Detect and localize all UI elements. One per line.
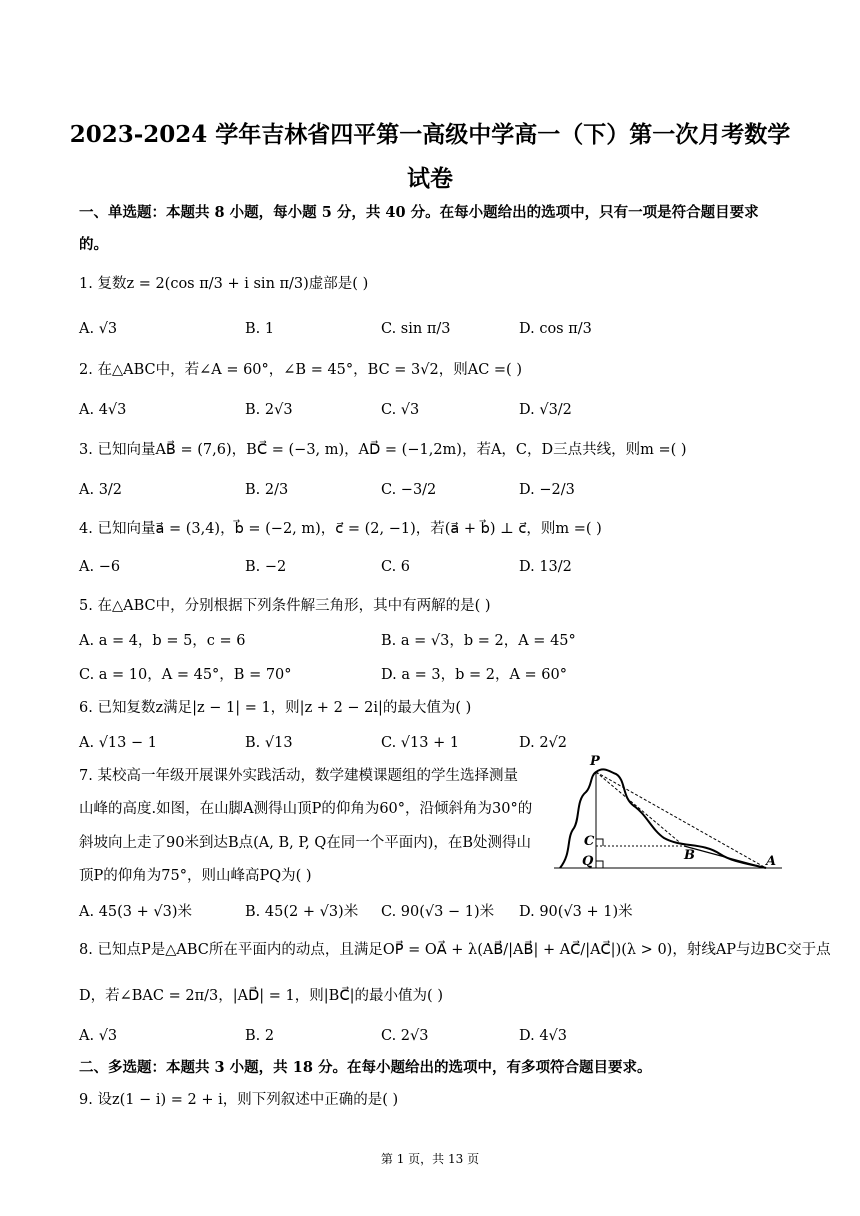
- option-a: A. √3: [79, 1028, 118, 1044]
- question-5-options-row2: [79, 664, 779, 686]
- section1-header: 一、单选题：本题共 8 小题，每小题 5 分，共 40 分。在每小题给出的选项中，只有一项是符合题目要求: [79, 204, 759, 221]
- option-b: B. 2√3: [245, 402, 293, 418]
- option-a: A. −6: [79, 559, 121, 575]
- option-c: C. 6: [381, 559, 411, 575]
- option-c: C. sin π/3: [381, 321, 451, 337]
- question-1-options: [79, 318, 779, 340]
- question-9-stem: 9. 设z(1 − i) = 2 + i，则下列叙述中正确的是( ): [79, 1092, 399, 1108]
- question-8-stem-line1: 8. 已知点P是△ABC所在平面内的动点，且满足OP⃗ = OA⃗ + λ(AB⃗/|AB⃗| + AC⃗/|AC⃗|)(λ > 0)，射线AP与边BC交于点: [79, 942, 831, 958]
- option-a: A. 45(3 + √3)米: [79, 904, 193, 920]
- section2-header: 二、多选题：本题共 3 小题，共 18 分。在每小题给出的选项中，有多项符合题目要求。: [79, 1059, 652, 1076]
- question-4-options: [79, 556, 779, 578]
- figure-label-q: Q: [582, 854, 594, 869]
- option-b: B. 45(2 + √3)米: [245, 904, 359, 920]
- question-7-stem-line3: 斜坡向上走了90米到达B点(A, B, P, Q在同一个平面内)，在B处测得山: [79, 835, 532, 851]
- question-3-options: [79, 479, 779, 501]
- question-7-stem-line1: 7. 某校高一年级开展课外实践活动，数学建模课题组的学生选择测量: [79, 768, 518, 784]
- page-title: 2023-2024 学年吉林省四平第一高级中学高一（下）第一次月考数学: [69, 121, 791, 148]
- question-7-options: [79, 901, 779, 923]
- figure-label-a: A: [766, 854, 777, 869]
- option-d: D. 13/2: [519, 559, 572, 575]
- option-a: A. √13 − 1: [79, 735, 157, 751]
- option-c: C. √13 + 1: [381, 735, 460, 751]
- option-b: B. 2/3: [245, 482, 289, 498]
- figure-label-c: C: [584, 834, 595, 849]
- question-8-stem-line2: D，若∠BAC = 2π/3，|AD⃗| = 1，则|BC⃗|的最小值为( ): [79, 988, 443, 1004]
- option-d: D. 4√3: [519, 1028, 568, 1044]
- option-a: A. a = 4，b = 5，c = 6: [79, 633, 246, 649]
- option-c: C. 2√3: [381, 1028, 429, 1044]
- question-6-stem: 6. 已知复数z满足|z − 1| = 1，则|z + 2 − 2i|的最大值为( ): [79, 700, 472, 716]
- option-d: D. 2√2: [519, 735, 568, 751]
- page-footer: 第 1 页，共 13 页: [380, 1152, 480, 1166]
- option-c: C. −3/2: [381, 482, 437, 498]
- option-c: C. √3: [381, 402, 420, 418]
- option-d: D. cos π/3: [519, 321, 592, 337]
- option-d: D. √3/2: [519, 402, 572, 418]
- option-d: D. 90(√3 + 1)米: [519, 904, 633, 920]
- option-b: B. −2: [245, 559, 287, 575]
- question-6-options: [79, 732, 779, 754]
- question-5-stem: 5. 在△ABC中，分别根据下列条件解三角形，其中有两解的是( ): [79, 598, 491, 614]
- option-c: C. a = 10，A = 45°，B = 70°: [79, 667, 292, 683]
- question-3-stem: 3. 已知向量AB⃗ = (7,6)，BC⃗ = (−3, m)，AD⃗ = (−1,2m)，若A，C，D三点共线，则m =( ): [79, 442, 687, 458]
- question-7-stem-line4: 顶P的仰角为75°，则山峰高PQ为( ): [79, 868, 312, 884]
- option-b: B. a = √3，b = 2，A = 45°: [381, 633, 576, 649]
- question-8-options: [79, 1025, 779, 1047]
- option-b: B. 2: [245, 1028, 275, 1044]
- option-c: C. 90(√3 − 1)米: [381, 904, 495, 920]
- question-5-options-row1: [79, 630, 779, 652]
- question-2-options: [79, 399, 779, 421]
- option-d: D. −2/3: [519, 482, 575, 498]
- question-7-stem-line2: 山峰的高度.如图，在山脚A测得山顶P的仰角为60°，沿倾斜角为30°的: [79, 801, 533, 817]
- section1-header-continued: 的。: [79, 236, 108, 253]
- figure-label-b: B: [684, 848, 695, 863]
- question-4-stem: 4. 已知向量a⃗ = (3,4)，b⃗ = (−2, m)，c⃗ = (2, −1)，若(a⃗ + b⃗) ⊥ c⃗，则m =( ): [79, 521, 602, 537]
- option-b: B. √13: [245, 735, 293, 751]
- option-d: D. a = 3，b = 2，A = 60°: [381, 667, 567, 683]
- option-a: A. 3/2: [79, 482, 123, 498]
- option-a: A. 4√3: [79, 402, 127, 418]
- question-1-stem: 1. 复数z = 2(cos π/3 + i sin π/3)虚部是( ): [79, 276, 369, 292]
- option-a: A. √3: [79, 321, 118, 337]
- page-title-continued: 试卷: [407, 165, 453, 192]
- mountain-figure: [552, 754, 784, 876]
- option-b: B. 1: [245, 321, 275, 337]
- question-2-stem: 2. 在△ABC中，若∠A = 60°，∠B = 45°，BC = 3√2，则AC =( ): [79, 362, 522, 378]
- figure-label-p: P: [590, 754, 600, 769]
